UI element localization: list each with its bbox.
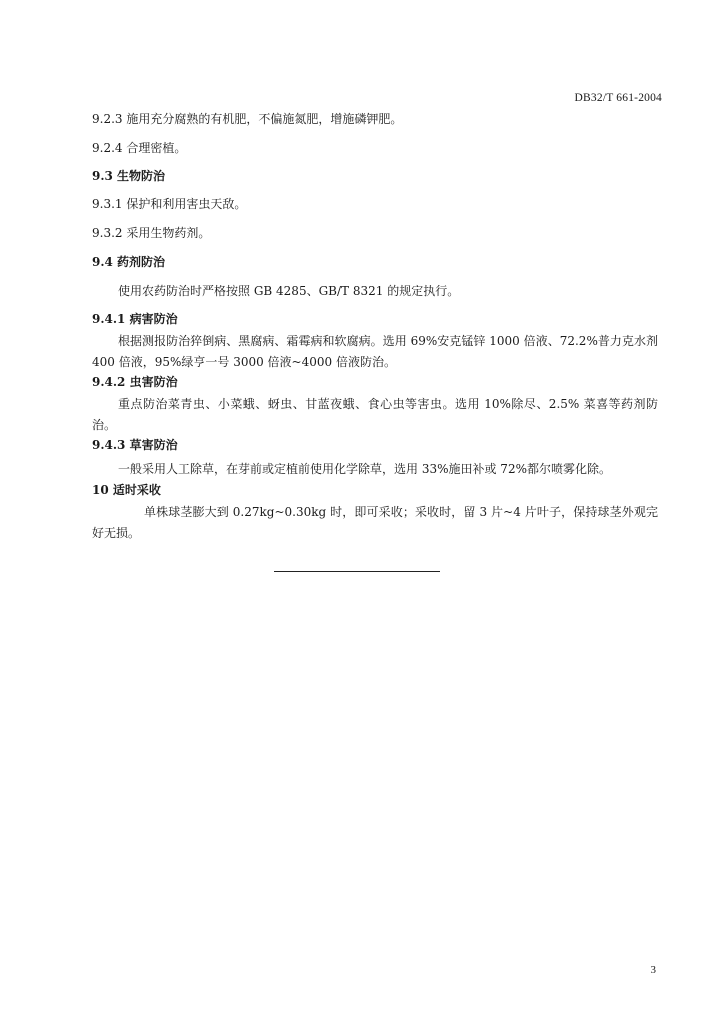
heading-9-3: 9.3 生物防治 <box>92 169 166 183</box>
clause-9-4-3-text: 一般采用人工除草，在芽前或定植前使用化学除草，选用 33%施田补或 72%都尔喷雾化除。 <box>118 462 611 476</box>
heading-10: 10 适时采收 <box>92 483 161 497</box>
end-of-document-rule <box>274 571 440 572</box>
heading-9-4-3: 9.4.3 草害防治 <box>92 438 178 452</box>
heading-9-4-2: 9.4.2 虫害防治 <box>92 375 178 389</box>
page-number: 3 <box>650 964 656 976</box>
clause-9-4-text: 使用农药防治时严格按照 GB 4285、GB/T 8321 的规定执行。 <box>118 284 460 298</box>
clause-10-text: 单株球茎膨大到 0.27kg~0.30kg 时，即可采收；采收时，留 3 片~4 片叶子，保持球茎外观完好无损。 <box>92 505 658 540</box>
clause-9-3-1: 9.3.1 保护和利用害虫天敌。 <box>92 197 247 211</box>
standard-code: DB32/T 661-2004 <box>574 92 662 104</box>
clause-9-4-1-text: 根据测报防治猝倒病、黑腐病、霜霉病和软腐病。选用 69%安克锰锌 1000 倍液、72.2%普力克水剂 400 倍液，95%绿亨一号 3000 倍液~4000 倍液防治。 <box>92 334 658 369</box>
clause-9-4-2-text: 重点防治菜青虫、小菜蛾、蚜虫、甘蓝夜蛾、食心虫等害虫。选用 10%除尽、2.5% 菜喜等药剂防治。 <box>92 397 658 432</box>
clause-9-2-3: 9.2.3 施用充分腐熟的有机肥，不偏施氮肥，增施磷钾肥。 <box>92 112 403 126</box>
heading-9-4-1: 9.4.1 病害防治 <box>92 312 178 326</box>
clause-9-2-4: 9.2.4 合理密植。 <box>92 141 187 155</box>
heading-9-4: 9.4 药剂防治 <box>92 255 166 269</box>
clause-9-3-2: 9.3.2 采用生物药剂。 <box>92 226 211 240</box>
